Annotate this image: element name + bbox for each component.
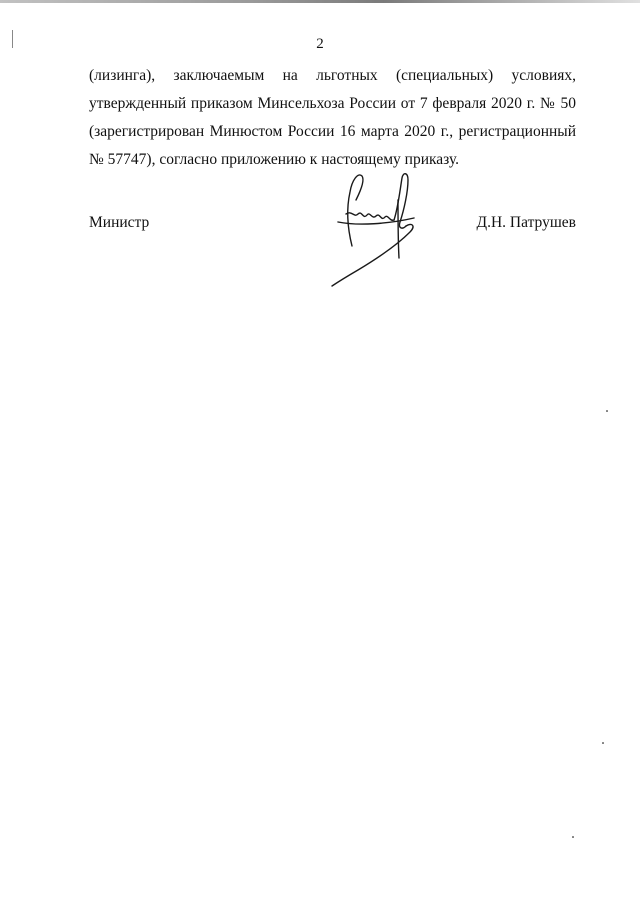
body-line: утвержденный приказом Минсельхоза России от 7 февраля 2020 г. № 50	[89, 95, 576, 112]
body-line: (зарегистрирован Минюстом России 16 марта 2020 г., регистрационный	[89, 123, 576, 140]
signatory-title: Министр	[89, 214, 150, 231]
body-line: (лизинга), заключаемым на льготных (специальных) условиях,	[89, 67, 576, 84]
page-number: 2	[316, 36, 324, 52]
body-paragraph	[89, 62, 576, 174]
scan-speck	[602, 742, 604, 744]
scan-speck	[606, 410, 608, 412]
scan-speck	[572, 836, 574, 838]
body-line: № 57747), согласно приложению к настоящему приказу.	[89, 151, 460, 168]
scan-top-edge	[0, 0, 640, 3]
signatory-name: Д.Н. Патрушев	[476, 214, 576, 231]
handwritten-signature	[318, 170, 428, 288]
